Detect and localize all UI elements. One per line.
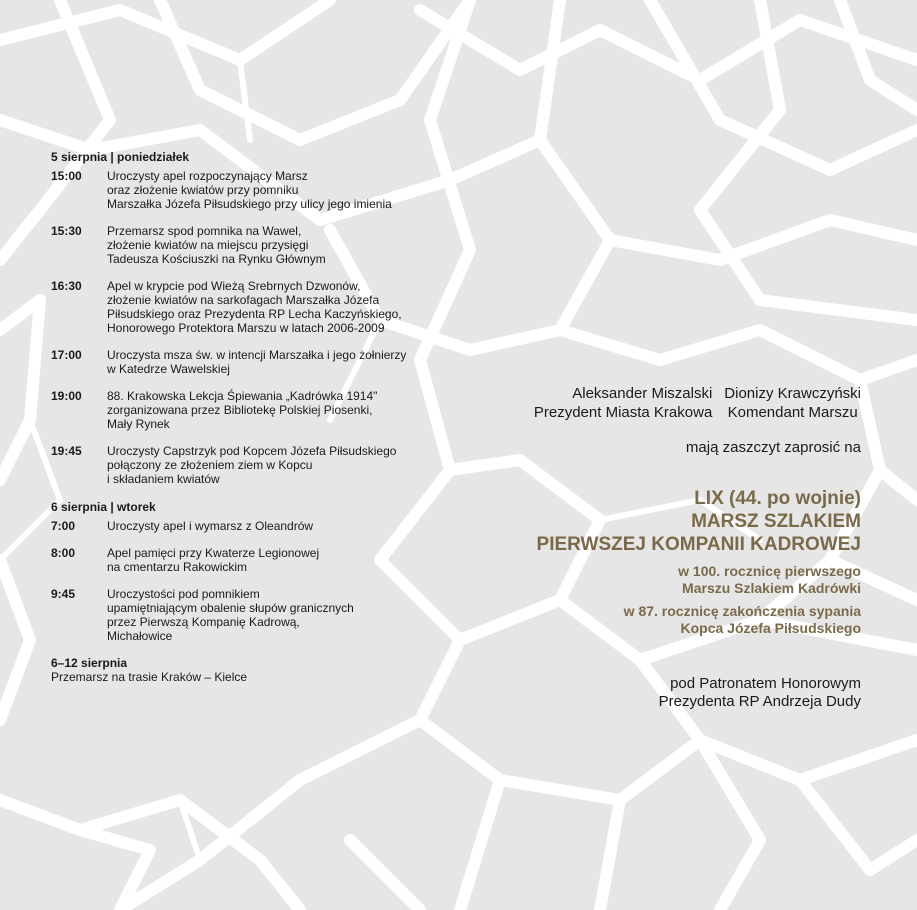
host-mayor [534,384,712,422]
schedule-item [51,348,451,376]
hosts [441,384,861,422]
event-time: 19:45 [51,444,82,458]
day-title-5-august: 5 sierpnia | poniedziałek [51,150,190,164]
schedule-item [51,519,451,533]
march-range [51,656,451,684]
event-time: 8:00 [51,546,76,560]
event-description: Uroczysty apel rozpoczynający Marsz oraz złożenie kwiatów przy pomniku Marszałka Józefa Piłsudskiego przy ulicy jego imienia [107,169,392,211]
host-role: Prezydent Miasta Krakowa [533,404,713,421]
host-name: Aleksander Miszalski [572,385,713,402]
event-description: Uroczysty apel i wymarsz z Oleandrów [107,519,314,533]
host-name: Dionizy Krawczyński [724,385,861,402]
schedule-item [51,546,451,574]
event-description: Uroczystości pod pomnikiem upamiętniającym obalenie słupów granicznych przez Pierwszą Kompanię Kadrową, Michałowice [107,587,354,643]
day-title-6-august: 6 sierpnia | wtorek [51,500,156,514]
event-time: 9:45 [51,587,76,601]
host-role: Komendant Marszu [727,404,858,421]
event-time: 16:30 [51,279,82,293]
event-description: Uroczysta msza św. w intencji Marszałka i jego żołnierzy w Katedrze Wawelskiej [107,348,407,376]
event-title-line-1: LIX (44. po wojnie) [694,488,861,509]
event-description: Uroczysty Capstrzyk pod Kopcem Józefa Piłsudskiego połączony ze złożeniem ziem w Kopcu i składaniem kwiatów [107,444,397,486]
range-description: Przemarsz na trasie Kraków – Kielce [51,670,248,684]
host-commander [724,384,861,422]
event-time: 17:00 [51,348,82,362]
event-description: 88. Krakowska Lekcja Śpiewania „Kadrówka 1914" zorganizowana przez Bibliotekę Polskiej Piosenki, Mały Rynek [107,389,378,431]
event-time: 7:00 [51,519,76,533]
schedule [51,150,451,684]
schedule-item [51,389,451,431]
schedule-item [51,587,451,643]
schedule-item [51,444,451,486]
event-time: 19:00 [51,389,82,403]
occasion-anniversary-mound: w 87. rocznicę zakończenia sypania Kopca Józefa Piłsudskiego [623,603,861,636]
event-description: Apel pamięci przy Kwaterze Legionowej na cmentarzu Rakowickim [107,546,320,574]
event-title [441,487,861,556]
event-time: 15:00 [51,169,82,183]
schedule-item [51,224,451,266]
schedule-item [51,279,451,335]
occasion-anniversary-march: w 100. rocznicę pierwszego Marszu Szlakiem Kadrówki [678,563,861,596]
invitation [441,384,861,711]
invite-text: mają zaszczyt zaprosić na [685,439,861,456]
event-time: 15:30 [51,224,82,238]
event-description: Apel w krypcie pod Wieżą Srebrnych Dzwonów, złożenie kwiatów na sarkofagach Marszałka Józefa Piłsudskiego oraz Prezydenta RP Lecha Kaczyńskiego, Honorowego Protektora Marszu w latach 2006-2009 [107,279,402,335]
range-dates: 6–12 sierpnia [51,656,128,670]
schedule-item [51,169,451,211]
patronage: pod Patronatem Honorowym Prezydenta RP Andrzeja Dudy [658,675,861,710]
event-title-line-3: PIERWSZEJ KOMPANII KADROWEJ [536,534,861,555]
event-description: Przemarsz spod pomnika na Wawel, złożenie kwiatów na miejscu przysięgi Tadeusza Kościuszki na Rynku Głównym [107,224,326,266]
event-title-line-2: MARSZ SZLAKIEM [691,511,861,532]
